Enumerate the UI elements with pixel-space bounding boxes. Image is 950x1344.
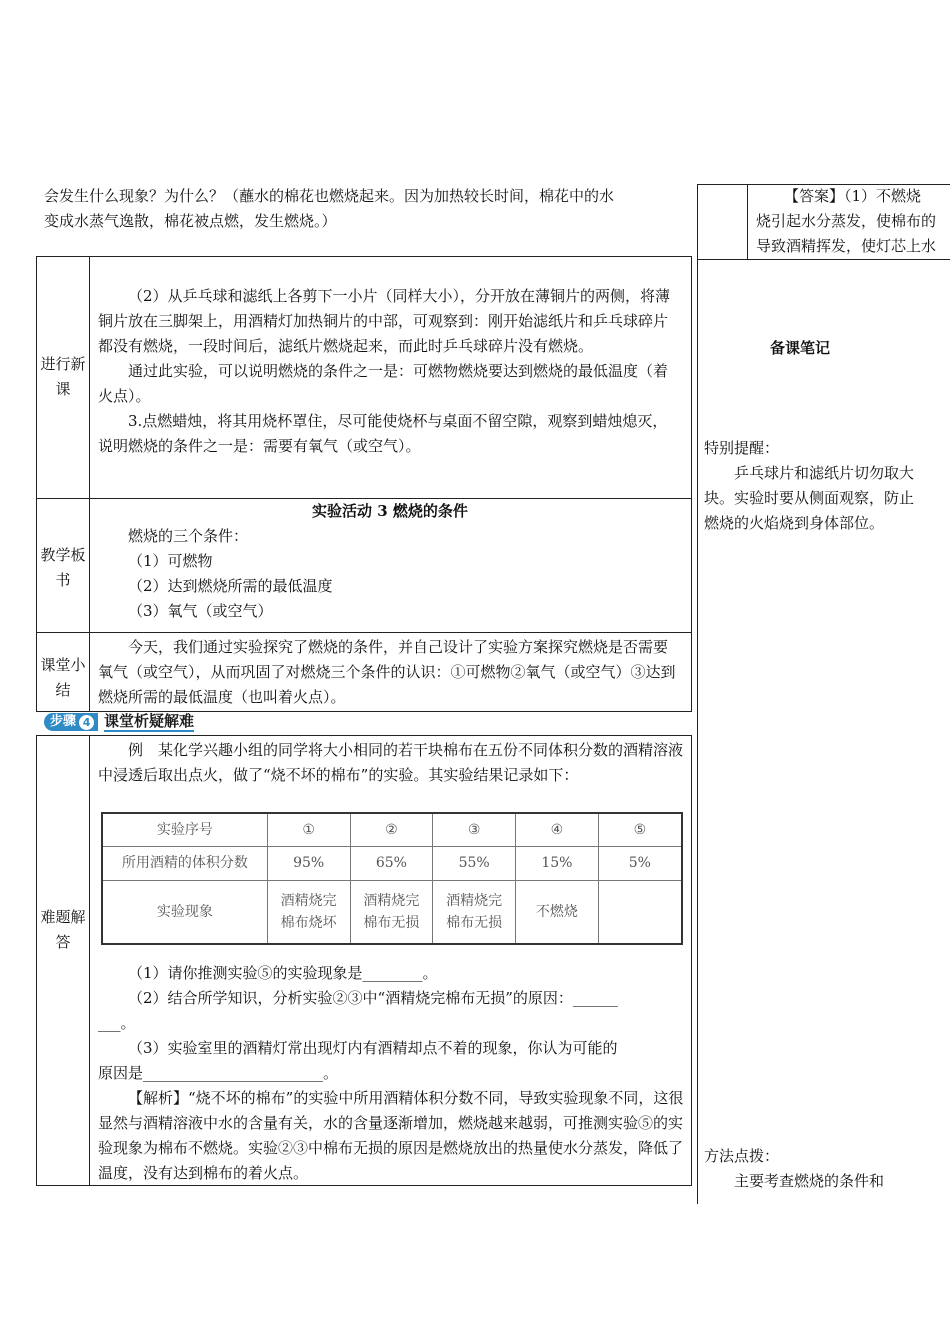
phenomenon-3 xyxy=(433,880,516,944)
phenomenon-1-line-2: 棉布烧坏 xyxy=(280,914,337,931)
board-title: 实验活动 3 燃烧的条件 xyxy=(312,502,468,520)
experiment-table xyxy=(101,812,683,945)
phenomenon-1 xyxy=(267,880,350,944)
top-line-2: 变成水蒸气逸散，棉花被点燃，发生燃烧。） xyxy=(44,212,337,230)
reminder-text: 乒乓球片和滤纸片切勿取大块。实验时要从侧面观察，防止燃烧的火焰烧到身体部位。 xyxy=(704,464,915,532)
board-intro: 燃烧的三个条件： xyxy=(128,527,249,545)
phenomenon-1-line-1: 酒精烧完 xyxy=(280,892,337,909)
table-row xyxy=(102,846,682,880)
phenomenon-3-line-1: 酒精烧完 xyxy=(446,892,503,909)
step-pill xyxy=(44,713,98,731)
section-label-problem: 难题解答 xyxy=(40,908,86,951)
phenomenon-2 xyxy=(350,880,433,944)
exp-id-1: ① xyxy=(267,813,350,846)
phenomenon-2-line-2: 棉布无损 xyxy=(363,914,420,931)
summary-content xyxy=(98,635,682,710)
problem-intro-block xyxy=(98,738,684,788)
question-3-line-1: （3）实验室里的酒精灯常出现灯内有酒精却点不着的现象，你认为可能的 xyxy=(128,1039,618,1057)
phenomenon-5 xyxy=(598,880,682,944)
phenomenon-4 xyxy=(516,880,599,944)
reminder-label: 特别提醒： xyxy=(704,439,780,457)
top-line-1: 会发生什么现象？为什么？（蘸水的棉花也燃烧起来。因为加热较长时间，棉花中的水 xyxy=(44,187,615,205)
problem-intro: 例 某化学兴趣小组的同学将大小相同的若干块棉布在五份不同体积分数的酒精溶液中浸透后取出点火，做了“烧不坏的棉布”的实验。其实验结果记录如下： xyxy=(98,741,684,784)
phenomenon-4-line-1: 不燃烧 xyxy=(535,903,578,920)
fraction-4: 15% xyxy=(516,846,599,880)
notes-title: 备课笔记 xyxy=(769,339,830,357)
table-row xyxy=(102,813,682,846)
problem-label-divider xyxy=(89,735,90,1186)
top-continuation xyxy=(44,184,694,234)
table-row xyxy=(102,880,682,944)
board-item-1: （1）可燃物 xyxy=(128,552,213,570)
step-title: 课堂析疑解难 xyxy=(104,712,195,730)
fraction-5: 5% xyxy=(598,846,682,880)
fraction-1: 95% xyxy=(267,846,350,880)
board-item-3: （3）氧气（或空气） xyxy=(128,602,273,620)
new-lesson-p2: 通过此实验，可以说明燃烧的条件之一是：可燃物燃烧要达到燃烧的最低温度（着火点）。 xyxy=(98,362,669,405)
method-label: 方法点拨： xyxy=(704,1147,780,1165)
summary-text: 今天，我们通过实验探究了燃烧的条件，并自己设计了实验方案探究燃烧是否需要氧气（或空气），从而巩固了对燃烧三个条件的认识：①可燃物②氧气（或空气）③达到燃烧所需的最低温度（也叫着火点）。 xyxy=(98,638,676,706)
answer-line-3: 导致酒精挥发，使灯芯上水 xyxy=(756,237,937,255)
exp-id-4: ④ xyxy=(516,813,599,846)
question-2-line-2: ___。 xyxy=(98,1014,136,1032)
section-label-new-lesson: 进行新课 xyxy=(40,355,86,398)
answer-box-divider xyxy=(747,184,748,260)
exp-id-2: ② xyxy=(350,813,433,846)
exp-id-5: ⑤ xyxy=(598,813,682,846)
board-content xyxy=(98,499,682,624)
fraction-2: 65% xyxy=(350,846,433,880)
analysis: 【解析】“烧不坏的棉布”的实验中所用酒精体积分数不同，导致实验现象不同，这很显然与酒精溶液中水的含量有关，水的含量逐渐增加，燃烧越来越弱，可推测实验⑤的实验现象为棉布不燃烧。实验②③中棉布无损的原因是燃烧放出的热量使水分蒸发，降低了温度，没有达到棉布的着火点。 xyxy=(98,1089,684,1182)
row-header-id: 实验序号 xyxy=(102,813,267,846)
question-2-line-1: （2）结合所学知识，分析实验②③中“酒精烧完棉布无损”的原因：______ xyxy=(128,989,618,1007)
exp-id-3: ③ xyxy=(433,813,516,846)
step-banner xyxy=(44,711,194,733)
new-lesson-content xyxy=(98,284,682,459)
side-column-separator xyxy=(697,260,698,1204)
row-header-phenomenon: 实验现象 xyxy=(102,880,267,944)
new-lesson-p3: 3.点燃蜡烛，将其用烧杯罩住，尽可能使烧杯与桌面不留空隙，观察到蜡烛熄灭，说明燃烧的条件之一是：需要有氧气（或空气）。 xyxy=(98,412,668,455)
label-column-divider xyxy=(89,256,90,712)
new-lesson-p1: （2）从乒乓球和滤纸上各剪下一小片（同样大小），分开放在薄铜片的两侧，将薄铜片放在三脚架上，用酒精灯加热铜片的中部，可观察到：刚开始滤纸片和乒乓球碎片都没有燃烧，一段时间后，滤纸片燃烧起来，而此时乒乓球碎片没有燃烧。 xyxy=(98,287,671,355)
phenomenon-2-line-1: 酒精烧完 xyxy=(363,892,420,909)
answer-text xyxy=(756,184,950,259)
board-item-2: （2）达到燃烧所需的最低温度 xyxy=(128,577,333,595)
method-text: 主要考查燃烧的条件和 xyxy=(734,1172,885,1190)
fraction-3: 55% xyxy=(433,846,516,880)
answer-line-1: 【答案】（1）不燃烧 xyxy=(784,187,922,205)
question-1: （1）请你推测实验⑤的实验现象是________。 xyxy=(128,964,438,982)
question-3-line-2: 原因是________________________。 xyxy=(98,1064,339,1082)
answer-line-2: 烧引起水分蒸发，使棉布的 xyxy=(756,212,937,230)
step-pill-label: 步骤 xyxy=(50,714,77,729)
section-label-board: 教学板书 xyxy=(40,546,86,589)
section-label-summary: 课堂小结 xyxy=(40,656,86,699)
row-divider-2 xyxy=(36,632,692,633)
step-number-badge: 4 xyxy=(79,715,94,730)
row-header-fraction: 所用酒精的体积分数 xyxy=(102,846,267,880)
problem-questions xyxy=(98,961,684,1186)
phenomenon-3-line-2: 棉布无损 xyxy=(446,914,503,931)
